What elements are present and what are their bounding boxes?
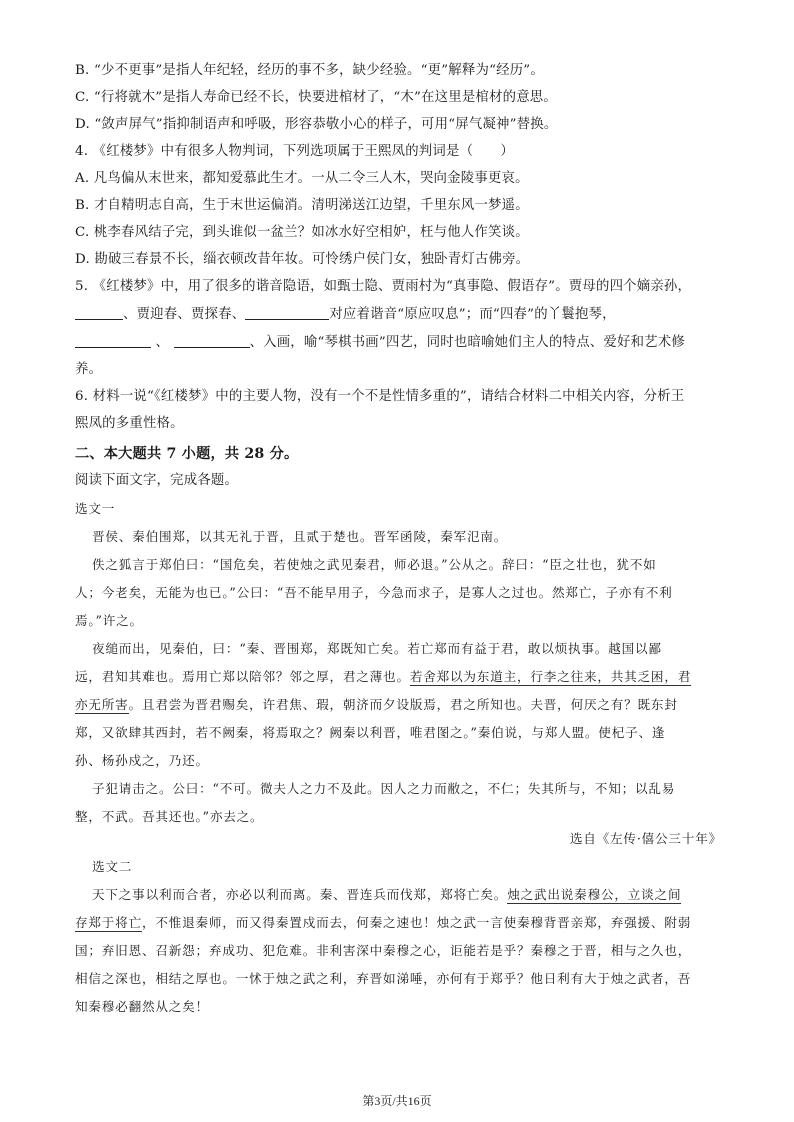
q6-line-2: 熙凤的多重性格。 bbox=[75, 416, 184, 431]
passage-1-paragraph-4-line-1: 子犯请击之。公曰：“不可。微夫人之力不及此。因人之力而敝之，不仁；失其所与，不知；以乱易 bbox=[92, 781, 676, 796]
passage-2-line-1 bbox=[92, 885, 724, 905]
q4-option-a: A. 凡鸟偏从末世来，都知爱慕此生才。一从二令三人木，哭向金陵事更哀。 bbox=[75, 171, 529, 186]
reading-instruction: 阅读下面文字，完成各题。 bbox=[75, 473, 239, 488]
answer-blank[interactable] bbox=[174, 333, 250, 348]
answer-blank[interactable] bbox=[245, 305, 329, 320]
q4-stem: 4. 《红楼梦》中有很多人物判词，下列选项属于王熙凤的判词是（ ） bbox=[75, 144, 514, 159]
underlined-sentence: 烛之武出说秦穆公，立谈之间 bbox=[507, 887, 682, 902]
passage-1-paragraph-2-line-1: 佚之狐言于郑伯曰：“国危矣，若使烛之武见秦君，师必退。”公从之。辞曰：“臣之壮也，犹不如 bbox=[92, 557, 657, 572]
q5-line-2 bbox=[75, 305, 724, 325]
passage-1-paragraph-3-line-3 bbox=[75, 695, 724, 715]
underlined-sentence: 亦无所害 bbox=[75, 697, 129, 712]
passage-1-paragraph-3-line-5: 孙、杨孙戍之，乃还。 bbox=[75, 753, 209, 768]
q4-option-b: B. 才自精明志自高，生于末世运偏消。清明涕送江边望，千里东风一梦遥。 bbox=[75, 198, 529, 213]
option-b: B. “少不更事”是指人年纪轻，经历的事不多，缺少经验。“更”解释为“经历”。 bbox=[75, 63, 544, 78]
passage-1-paragraph-2-line-2: 人；今老矣，无能为也已。”公曰：“吾不能早用子，今急而求子，是寡人之过也。然郑亡，子亦有不利 bbox=[75, 585, 673, 600]
passage-2-text: 天下之事以利而合者，亦必以利而离。秦、晋连兵而伐郑，郑将亡矣。 bbox=[92, 887, 508, 902]
passage-1-paragraph-3-line-4: 郑，又欲肆其西封，若不阙秦，将焉取之？阙秦以利晋，唯君图之。”秦伯说，与郑人盟。使杞子、逢 bbox=[75, 725, 666, 740]
passage-1-paragraph-3-line-1: 夜缒而出，见秦伯，曰：“秦、晋围郑，郑既知亡矣。若亡郑而有益于君，敢以烦执事。越国以鄙 bbox=[92, 641, 662, 656]
passage-2-text: ，不惟退秦师，而又得秦置戍而去，何秦之速也！烛之武一言使秦穆背晋亲郑，弃强援、附弱 bbox=[141, 915, 692, 930]
q5-line-3-text-b: 、入画，喻“琴棋书画”四艺，同时也暗喻她们主人的特点、爱好和艺术修 bbox=[249, 335, 685, 350]
q5-line-4: 养。 bbox=[75, 362, 103, 377]
answer-blank[interactable] bbox=[75, 333, 151, 348]
option-c: C. “行将就木”是指人寿命已经不长，快要进棺材了，“木”在这里是棺材的意思。 bbox=[75, 90, 557, 105]
q6-line-1: 6. 材料一说“《红楼梦》中的主要人物，没有一个不是性情多重的”，请结合材料二中相关内容，分析王 bbox=[75, 389, 685, 404]
q4-option-c: C. 桃李春风结子完，到头谁似一盆兰？如冰水好空相妒，枉与他人作笑谈。 bbox=[75, 225, 529, 240]
passage-1-paragraph-1: 晋侯、秦伯围郑，以其无礼于晋，且贰于楚也。晋军函陵，秦军氾南。 bbox=[92, 529, 508, 544]
passage-1-paragraph-4-line-2: 整，不武。吾其还也。”亦去之。 bbox=[75, 809, 264, 824]
passage-2-label: 选文二 bbox=[92, 859, 133, 874]
q5-line-3 bbox=[75, 333, 724, 353]
underlined-sentence: 存郑于将亡 bbox=[75, 915, 142, 930]
q5-line-2-text-a: 、贾迎春、贾探春、 bbox=[123, 307, 246, 322]
passage-1-text: 远，君知其难也。焉用亡郑以陪邻？邻之厚，君之薄也。 bbox=[75, 669, 410, 684]
option-d: D. “敛声屏气”指抑制语声和呼吸，形容恭敬小心的样子，可用“屏气凝神”替换。 bbox=[75, 117, 558, 132]
passage-2-line-4: 相信之深也，相结之厚也。一怵于烛之武之利，弃晋如涕唾，亦何有于郑乎？他日利有大于烛之武者，吾 bbox=[75, 971, 692, 986]
q4-option-d: D. 勘破三春景不长，缁衣顿改昔年妆。可怜绣户侯门女，独卧青灯古佛旁。 bbox=[75, 252, 530, 267]
q5-line-3-text-a: 、 bbox=[155, 335, 170, 350]
passage-2-line-3: 国；弃旧恩、召新怨；弃成功、犯危难。非利害深中秦穆之心，讵能若是乎？秦穆之于晋，相与之久也， bbox=[75, 943, 692, 958]
q5-line-2-text-b: 对应着谐音“原应叹息”；而“四春”的丫鬟抱琴， bbox=[329, 307, 616, 322]
q5-line-1: 5. 《红楼梦》中，用了很多的谐音隐语，如甄士隐、贾雨村为“真事隐、假语存”。贾母的四个嫡亲孙， bbox=[75, 279, 692, 294]
passage-2-line-5: 知秦穆必翻然从之矣！ bbox=[75, 999, 209, 1014]
passage-1-paragraph-2-line-3: 焉。”许之。 bbox=[75, 613, 143, 628]
passage-1-paragraph-3-line-2 bbox=[75, 667, 724, 687]
passage-2-line-2 bbox=[75, 913, 724, 933]
passage-1-label: 选文一 bbox=[75, 501, 116, 516]
passage-1-text: 。且君尝为晋君赐矣，许君焦、瑕，朝济而夕设版焉，君之所知也。夫晋，何厌之有？既东封 bbox=[128, 697, 678, 712]
section-heading: 二、本大题共 7 小题，共 28 分。 bbox=[75, 446, 299, 462]
passage-1-source: 选自《左传·僖公三十年》 bbox=[569, 831, 722, 846]
page-number: 第3页/共16页 bbox=[362, 1094, 432, 1108]
underlined-sentence: 若舍郑以为东道主，行李之往来，共其乏困，君 bbox=[409, 669, 692, 684]
answer-blank[interactable] bbox=[75, 305, 123, 320]
